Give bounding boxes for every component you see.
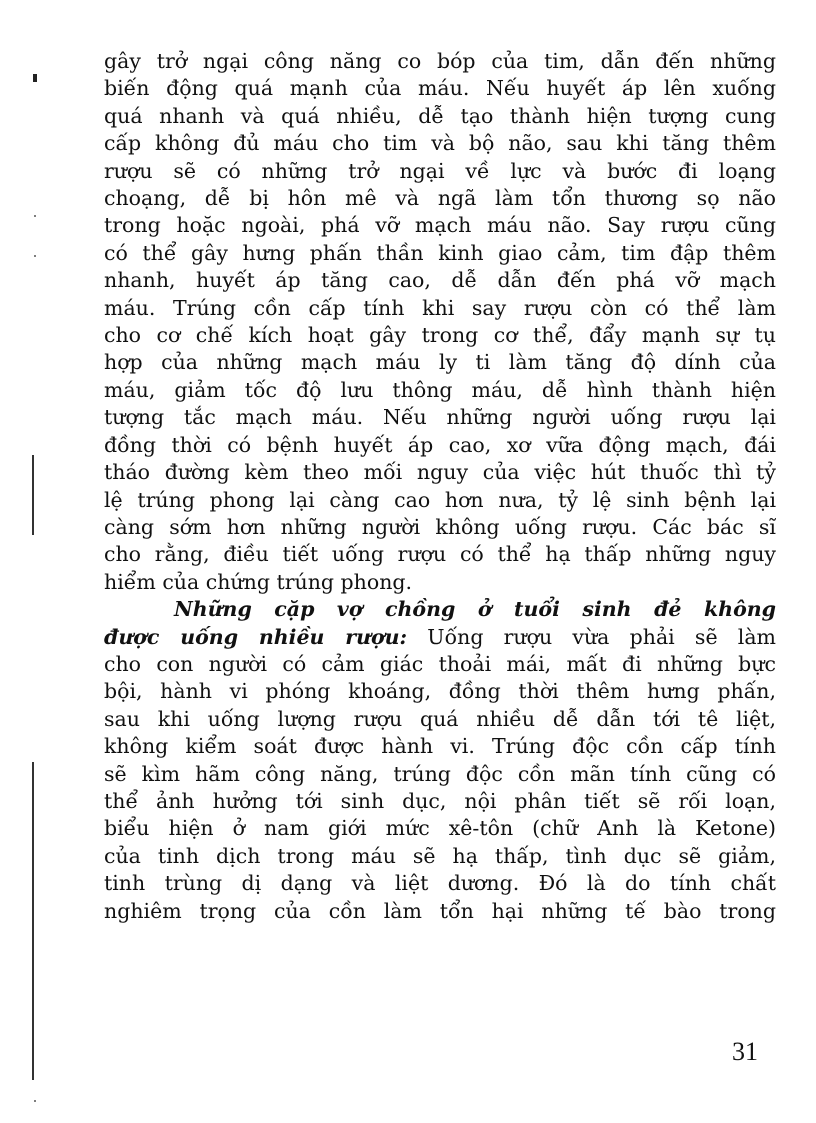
scan-edge-line: [32, 455, 34, 535]
text-line: máu. Trúng cồn cấp tính khi say rượu còn có thể làm: [104, 295, 776, 320]
text-line: choạng, dễ bị hôn mê và ngã làm tổn thương sọ não: [104, 186, 776, 211]
text-line: càng sớm hơn những người không uống rượu. Các bác sĩ: [104, 514, 776, 539]
text-line: [104, 624, 776, 651]
text-line: nghiêm trọng của cồn làm tổn hại những tế bào trong: [104, 898, 776, 923]
text-line: cho cơ chế kích hoạt gây trong cơ thể, đẩy mạnh sự tụ: [104, 323, 776, 348]
text-run: Uống rượu vừa phải sẽ làm: [407, 624, 776, 649]
text-line: sau khi uống lượng rượu quá nhiều dễ dẫn tới tê liệt,: [104, 706, 776, 731]
text-line: tinh trùng dị dạng và liệt dương. Đó là do tính chất: [104, 871, 776, 896]
scan-dot: [34, 1100, 36, 1102]
text-line: rượu sẽ có những trở ngại về lực và bước đi loạng: [104, 158, 776, 183]
section-heading-continued: được uống nhiều rượu:: [104, 624, 408, 649]
text-line: cho con người có cảm giác thoải mái, mất đi những bực: [104, 651, 776, 676]
paragraph-1: [104, 48, 776, 596]
text-line: bội, hành vi phóng khoáng, đồng thời thêm hưng phấn,: [104, 679, 776, 704]
text-line: gây trở ngại công năng co bóp của tim, dẫn đến những: [104, 49, 776, 73]
text-line: thể ảnh hưởng tới sinh dục, nội phân tiết sẽ rối loạn,: [104, 788, 776, 813]
text-line: biến động quá mạnh của máu. Nếu huyết áp lên xuống: [104, 76, 776, 101]
text-line: nhanh, huyết áp tăng cao, dễ dẫn đến phá vỡ mạch: [104, 268, 776, 293]
text-line: tượng tắc mạch máu. Nếu những người uống rượu lại: [104, 405, 776, 430]
text-line: của tinh dịch trong máu sẽ hạ thấp, tình dục sẽ giảm,: [104, 843, 776, 868]
text-line: quá nhanh và quá nhiều, dễ tạo thành hiện tượng cung: [104, 103, 776, 128]
text-line: máu, giảm tốc độ lưu thông máu, dễ hình thành hiện: [104, 377, 776, 402]
text-line: biểu hiện ở nam giới mức xê-tôn (chữ Anh là Ketone): [104, 816, 776, 841]
text-line: [104, 596, 776, 623]
text-line: sẽ kìm hãm công năng, trúng độc cồn mãn tính cũng có: [104, 761, 776, 786]
body-text: [104, 48, 776, 925]
text-line: cấp không đủ máu cho tim và bộ não, sau khi tăng thêm: [104, 131, 776, 156]
page-number: 31: [732, 1037, 758, 1066]
scan-dot: [34, 255, 36, 257]
text-line: lệ trúng phong lại càng cao hơn nưa, tỷ lệ sinh bệnh lại: [104, 487, 776, 512]
text-line: tháo đường kèm theo mối nguy của việc hút thuốc thì tỷ: [104, 460, 776, 485]
paragraph-2-body: [104, 651, 776, 925]
text-line: có thể gây hưng phấn thần kinh giao cảm, tim đập thêm: [104, 240, 776, 265]
section-heading: Những cặp vợ chồng ở tuổi sinh đẻ không: [174, 597, 776, 622]
scan-dot: [34, 215, 36, 217]
scan-edge-line: [32, 762, 34, 1080]
text-line: đồng thời có bệnh huyết áp cao, xơ vữa động mạch, đái: [104, 432, 776, 457]
text-line: trong hoặc ngoài, phá vỡ mạch máu não. Say rượu cũng: [104, 213, 776, 238]
text-line: hiểm của chứng trúng phong.: [104, 569, 413, 594]
scan-mark: [33, 74, 37, 82]
text-line: hợp của những mạch máu ly ti làm tăng độ dính của: [104, 350, 776, 375]
text-line: không kiểm soát được hành vi. Trúng độc cồn cấp tính: [104, 734, 776, 759]
text-line: cho rằng, điều tiết uống rượu có thể hạ thấp những nguy: [104, 542, 776, 567]
paragraph-2: [104, 596, 776, 925]
